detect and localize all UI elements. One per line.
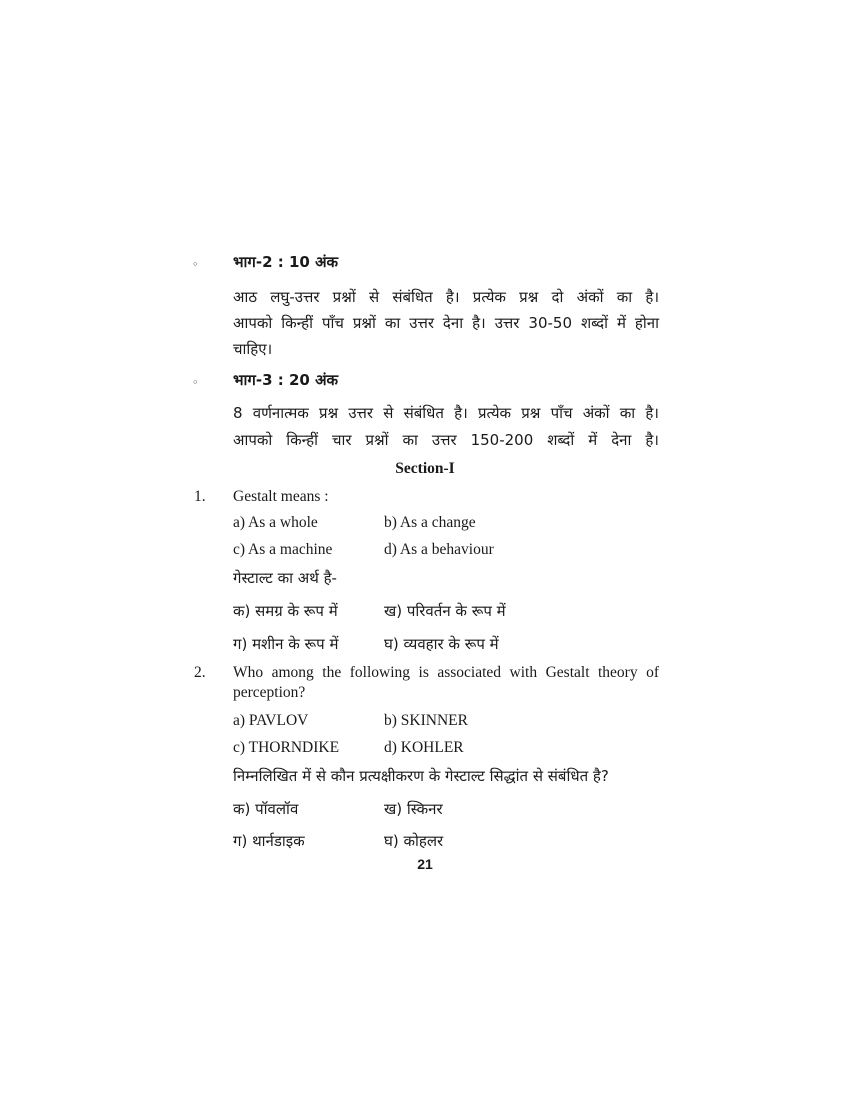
question-2-option-c: c) THORNDIKE — [233, 739, 340, 756]
question-2-hindi-text: निम्नलिखित में से कौन प्रत्यक्षीकरण के गेस्टाल्ट सिद्धांत से संबंधित है? — [233, 767, 609, 785]
question-1-hindi-option-gha: घ) व्यवहार के रूप में — [384, 635, 499, 653]
question-1-option-c: c) As a machine — [233, 541, 333, 558]
part2-line-1: आठ लघु-उत्तर प्रश्नों से संबंधित है। प्रत्येक प्रश्न दो अंकों का है। — [233, 288, 659, 306]
part3-line-2: आपको किन्हीं चार प्रश्नों का उत्तर 150-200 शब्दों में देना है। — [233, 431, 659, 449]
question-1-hindi-option-ga: ग) मशीन के रूप में — [233, 635, 339, 653]
question-1-hindi-text: गेस्टाल्ट का अर्थ है- — [233, 569, 337, 587]
question-2-hindi-option-kha: ख) स्किनर — [384, 800, 443, 818]
question-2-hindi-option-gha: घ) कोहलर — [384, 832, 444, 850]
question-1-hindi-option-kha: ख) परिवर्तन के रूप में — [384, 602, 506, 620]
question-2-number: 2. — [194, 664, 206, 681]
part2-line-2: आपको किन्हीं पाँच प्रश्नों का उत्तर देना है। उत्तर 30-50 शब्दों में होना — [233, 314, 659, 332]
section-title: Section-I — [395, 460, 455, 477]
part3-line-1: 8 वर्णनात्मक प्रश्न उत्तर से संबंधित है। प्रत्येक प्रश्न पाँच अंकों का है। — [233, 404, 659, 422]
question-1-text: Gestalt means : — [233, 488, 329, 505]
bullet-part3: ◦ — [192, 376, 199, 389]
question-1-option-d: d) As a behaviour — [384, 541, 494, 558]
bullet-part2: ◦ — [192, 258, 199, 271]
question-1-hindi-option-ka: क) समग्र के रूप में — [233, 602, 338, 620]
question-2-option-d: d) KOHLER — [384, 739, 464, 756]
page-number: 21 — [417, 856, 433, 872]
question-2-hindi-option-ga: ग) थार्नडाइक — [233, 832, 305, 850]
question-2-text-line-2: perception? — [233, 684, 306, 701]
question-2-hindi-option-ka: क) पॉवलॉव — [233, 800, 299, 818]
question-1-option-b: b) As a change — [384, 514, 476, 531]
part2-heading: भाग-2 : 10 अंक — [233, 253, 339, 271]
question-1-number: 1. — [194, 488, 206, 505]
question-2-text-line-1: Who among the following is associated with Gestalt theory of — [233, 664, 659, 681]
question-1-option-a: a) As a whole — [233, 514, 318, 531]
question-2-option-a: a) PAVLOV — [233, 712, 309, 729]
question-2-option-b: b) SKINNER — [384, 712, 468, 729]
part2-line-3: चाहिए। — [233, 340, 273, 358]
part3-heading: भाग-3 : 20 अंक — [233, 371, 339, 389]
